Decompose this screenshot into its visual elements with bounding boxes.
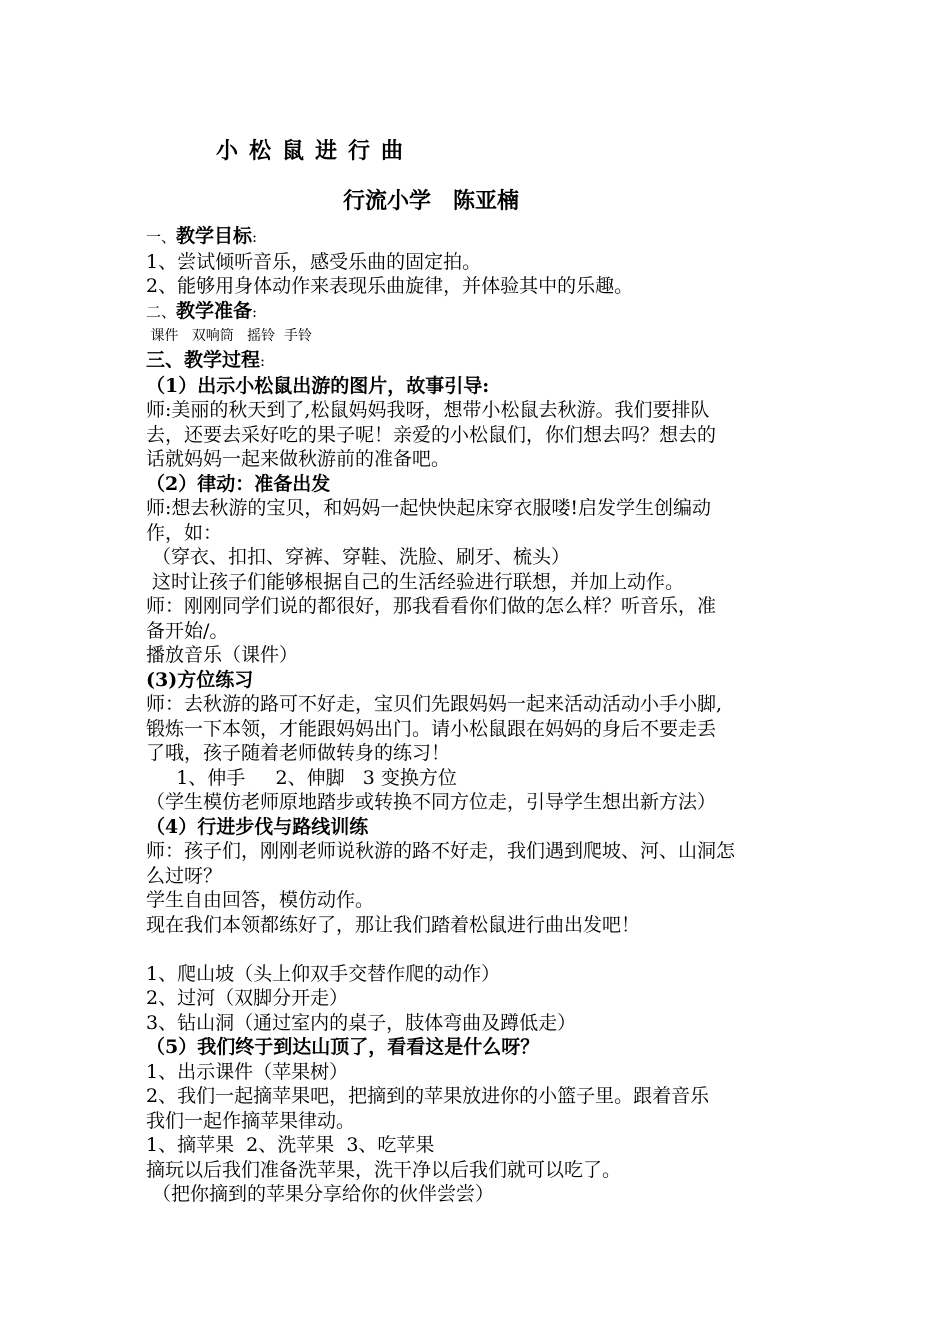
paragraph-line: 3、钻山洞（通过室内的桌子，肢体弯曲及蹲低走） [146, 1011, 577, 1034]
paragraph-line: 学生自由回答，模仿动作。 [146, 889, 375, 911]
paragraph-line: 1、出示课件（苹果树） [146, 1060, 349, 1083]
step-heading: （5）我们终于到达山顶了，看看这是什么呀？ [146, 1036, 540, 1058]
paragraph-line: 师：刚刚同学们说的都很好，那我看看你们做的怎么样？听音乐，准 [146, 595, 717, 617]
paragraph-line: 2、过河（双脚分开走） [146, 987, 349, 1009]
step-heading: （1）出示小松鼠出游的图片，故事引导: [146, 374, 490, 397]
paragraph-line: 师:美丽的秋天到了,松鼠妈妈我呀，想带小松鼠去秋游。我们要排队 [146, 399, 710, 421]
paragraph-line: 师：孩子们，刚刚老师说秋游的路不好走，我们遇到爬坡、河、山洞怎 [146, 840, 736, 862]
paragraph-line: 1、摘苹果 2、洗苹果 3、吃苹果 [146, 1134, 435, 1156]
paragraph-line: 锻炼一下本领，才能跟妈妈出门。请小松鼠跟在妈妈的身后不要走丢 [146, 717, 717, 740]
goal-2: 2、能够用身体动作来表现乐曲旋律，并体验其中的乐趣。 [146, 275, 634, 297]
paragraph-line: 么过呀？ [146, 864, 223, 887]
paragraph-line [146, 937, 836, 962]
paragraph-line: 我们一起作摘苹果律动。 [146, 1109, 356, 1132]
paragraph-line: 摘玩以后我们准备洗苹果，洗干净以后我们就可以吃了。 [146, 1158, 622, 1181]
paragraph-line: 现在我们本领都练好了，那让我们踏着松鼠进行曲出发吧！ [146, 913, 641, 936]
document-title: 小松鼠进行曲 [216, 138, 415, 164]
paragraph-line: 2、我们一起摘苹果吧，把摘到的苹果放进你的小篮子里。跟着音乐 [146, 1085, 710, 1107]
paragraph-line: （把你摘到的苹果分享给你的伙伴尝尝） [146, 1183, 495, 1205]
section-heading-objectives: 一、教学目标: [146, 225, 258, 247]
paragraph-line: 话就妈妈一起来做秋游前的准备吧。 [146, 448, 451, 470]
paragraph-line: （学生模仿老师原地踏步或转换不同方位走，引导学生想出新方法） [146, 791, 717, 813]
paragraph-line: 这时让孩子们能够根据自己的生活经验进行联想，并加上动作。 [146, 570, 685, 593]
process-lines [146, 374, 836, 1207]
author-line: 行流小学 陈亚楠 [343, 188, 520, 214]
paragraph-line: 了哦，孩子随着老师做转身的练习！ [146, 742, 451, 764]
paragraph-line: 作，如： [146, 521, 223, 544]
paragraph-line: 去，还要去采好吃的果子呢！亲爱的小松鼠们，你们想去吗？想去的 [146, 423, 717, 446]
paragraph-line: 备开始/。 [146, 619, 229, 642]
goal-1: 1、尝试倾听音乐，感受乐曲的固定拍。 [146, 250, 482, 273]
paragraph-line: 师:想去秋游的宝贝，和妈妈一起快快起床穿衣服喽!启发学生创编动 [146, 497, 712, 519]
section-heading-preparation: 二、教学准备: [146, 299, 258, 322]
paragraph-line: （穿衣、扣扣、穿裤、穿鞋、洗脸、刷牙、梳头） [146, 546, 571, 568]
materials-list: 课件 双响筒 摇铃 手铃 [146, 328, 313, 344]
paragraph-line: 师：去秋游的路可不好走，宝贝们先跟妈妈一起来活动活动小手小脚, [146, 693, 723, 715]
section-heading-process: 三、教学过程: [146, 349, 266, 371]
paragraph-line: 播放音乐（课件） [146, 644, 299, 666]
paragraph-line: 1、爬山坡（头上仰双手交替作爬的动作） [146, 962, 501, 985]
step-heading: （2）律动：准备出发 [146, 472, 331, 495]
paragraph-line: 1、伸手 2、伸脚 3 变换方位 [146, 766, 457, 789]
step-heading: （4）行进步伐与路线训练 [146, 815, 369, 838]
step-heading: (3)方位练习 [146, 668, 254, 691]
document-body [146, 224, 836, 1207]
